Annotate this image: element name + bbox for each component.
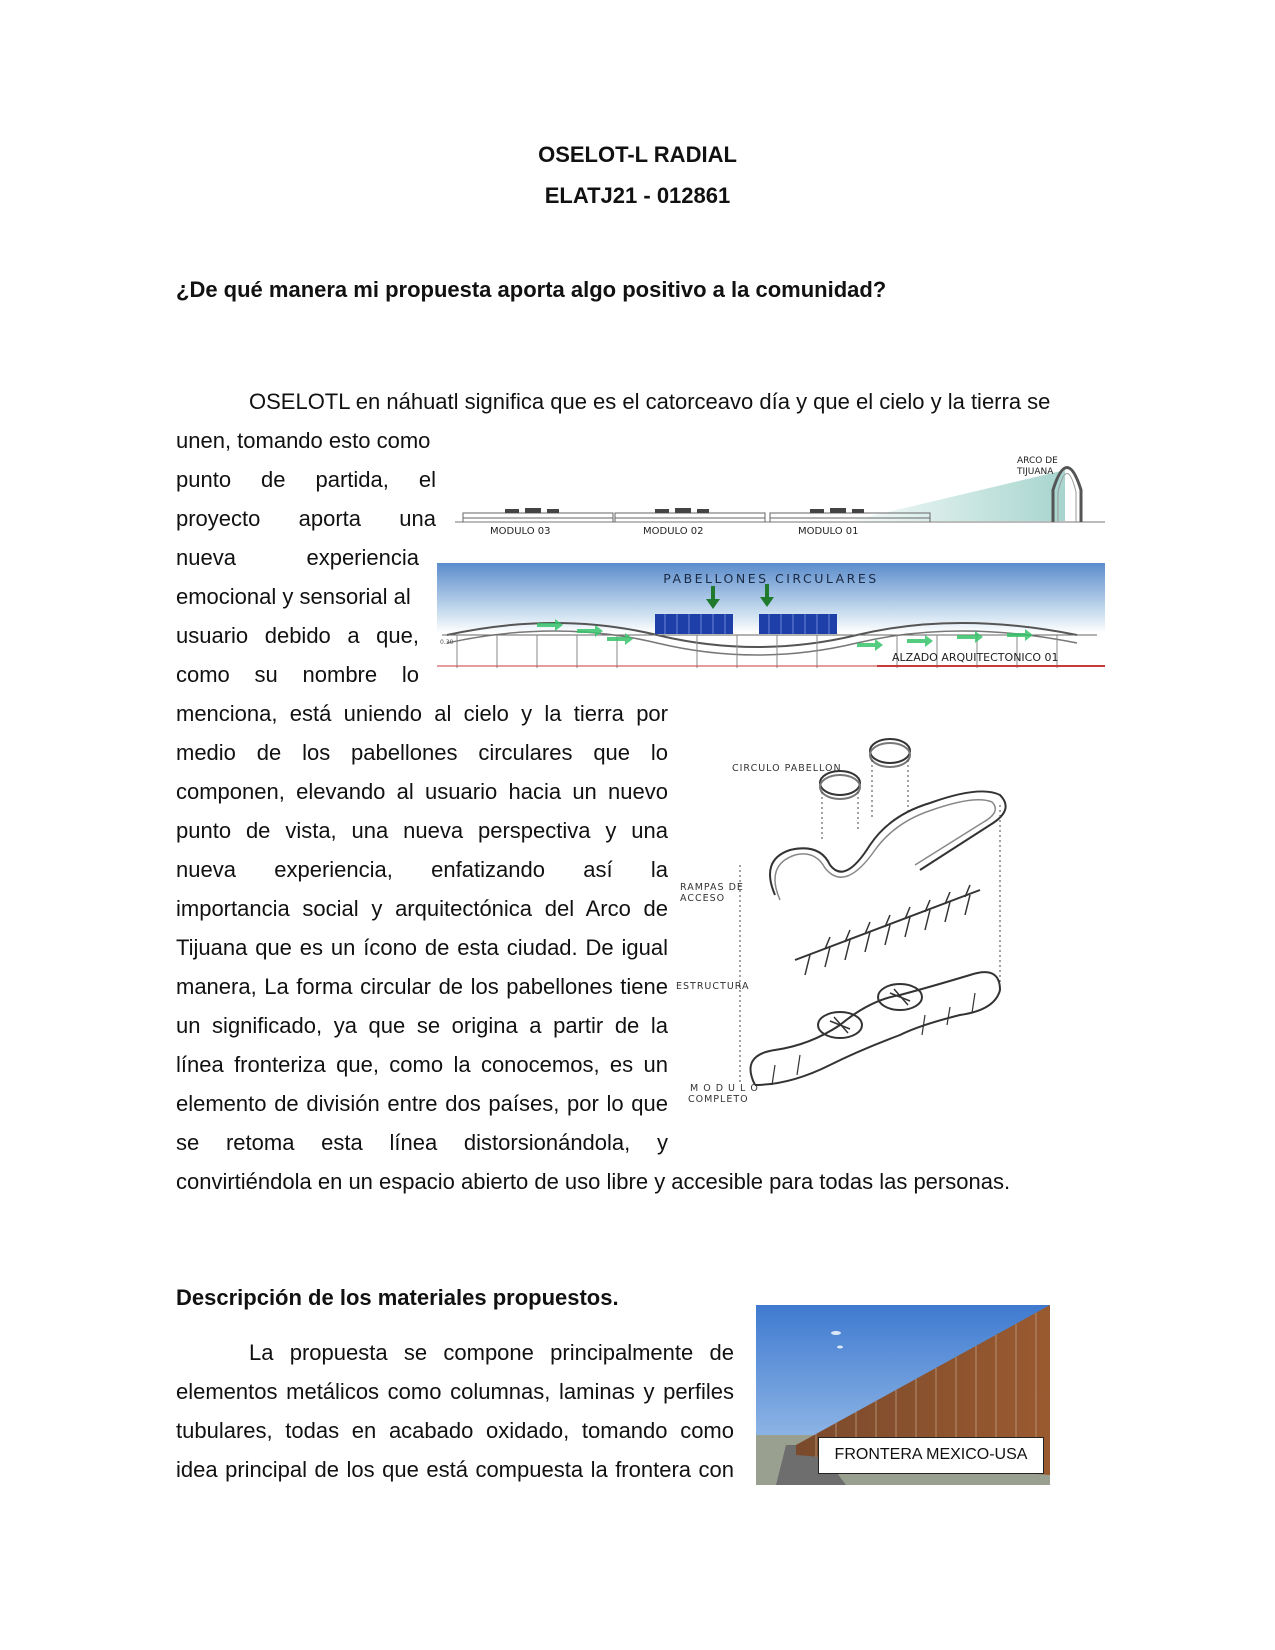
paragraph-line: punto de partida, el bbox=[176, 467, 436, 492]
architectural-elevation-figure bbox=[437, 563, 1105, 683]
exploded-axonometric-figure bbox=[676, 725, 1060, 1135]
paragraph-line: elemento de división entre dos países, por lo que bbox=[176, 1091, 668, 1116]
pavilion-right bbox=[759, 614, 837, 634]
paragraph-line: se retoma esta línea distorsionándola, y bbox=[176, 1130, 668, 1155]
paragraph-line: La propuesta se compone principalmente de bbox=[249, 1340, 734, 1365]
module-03-label: MODULO 03 bbox=[490, 526, 551, 537]
paragraph-line: tubulares, todas en acabado oxidado, tomando como bbox=[176, 1418, 734, 1443]
paragraph-line: importancia social y arquitectónica del Arco de bbox=[176, 896, 668, 921]
border-photo bbox=[756, 1305, 1050, 1485]
elevation-caption: ALZADO ARQUITECTONICO 01 bbox=[892, 651, 1059, 664]
arch-label-line2: TIJUANA bbox=[1017, 467, 1054, 477]
paragraph-line: elementos metálicos como columnas, laminas y perfiles bbox=[176, 1379, 734, 1404]
document-code: ELATJ21 - 012861 bbox=[544, 183, 731, 208]
exploded-axonometric-drawing bbox=[680, 725, 1060, 1135]
paragraph-line: nueva experiencia, enfatizando así la bbox=[176, 857, 668, 882]
question-heading: ¿De qué manera mi propuesta aporta algo positivo a la comunidad? bbox=[176, 277, 887, 302]
label-module-line2: COMPLETO bbox=[688, 1094, 749, 1105]
paragraph-line: nueva experiencia bbox=[176, 545, 419, 570]
module-03-silhouette bbox=[463, 508, 613, 522]
paragraph-line: Tijuana que es un ícono de esta ciudad. De igual bbox=[176, 935, 668, 960]
paragraph-line: manera, La forma circular de los pabellones tiene bbox=[176, 974, 668, 999]
paragraph-line: proyecto aporta una bbox=[176, 506, 436, 531]
label-ramps-line2: ACCESO bbox=[680, 893, 726, 904]
paragraph-line: línea fronteriza que, como la conocemos, es un bbox=[176, 1052, 668, 1077]
elevation-modules-figure bbox=[455, 450, 1105, 540]
module-01-label: MODULO 01 bbox=[798, 526, 859, 537]
elevation-modules-drawing bbox=[455, 450, 1105, 540]
paragraph-line: menciona, está uniendo al cielo y la tierra por bbox=[176, 701, 668, 726]
ramp-loop bbox=[770, 791, 1006, 895]
paragraph-line: idea principal de los que está compuesta la frontera con bbox=[176, 1457, 734, 1482]
materials-heading: Descripción de los materiales propuestos. bbox=[176, 1285, 619, 1310]
paragraph-line: convirtiéndola en un espacio abierto de uso libre y accesible para todas las personas. bbox=[176, 1169, 1011, 1194]
pavilion-left bbox=[655, 614, 733, 634]
label-module-line1: M O D U L O bbox=[690, 1083, 759, 1094]
paragraph-line: unen, tomando esto como bbox=[176, 428, 431, 453]
paragraph-line: medio de los pabellones circulares que lo bbox=[176, 740, 668, 765]
paragraph-line: OSELOTL en náhuatl significa que es el catorceavo día y que el cielo y la tierra se bbox=[249, 389, 1051, 414]
paragraph-line: un significado, ya que se origina a partir de la bbox=[176, 1013, 668, 1038]
label-pavilion-circle: CIRCULO PABELLON bbox=[732, 763, 842, 774]
border-photo-caption: FRONTERA MEXICO-USA bbox=[818, 1437, 1044, 1474]
paragraph-line: emocional y sensorial al bbox=[176, 584, 411, 609]
pavilions-banner: PABELLONES CIRCULARES bbox=[663, 571, 879, 586]
structure-spine bbox=[795, 890, 980, 960]
paragraph-line: punto de vista, una nueva perspectiva y una bbox=[176, 818, 668, 843]
module-02-label: MODULO 02 bbox=[643, 526, 704, 537]
label-structure: ESTRUCTURA bbox=[676, 981, 750, 992]
label-ramps-line1: RAMPAS DE bbox=[680, 882, 744, 893]
document-title: OSELOT-L RADIAL bbox=[538, 142, 737, 167]
elevation-side-mark: 0.30 bbox=[440, 639, 454, 646]
module-02-silhouette bbox=[615, 508, 765, 522]
complete-module bbox=[751, 972, 1001, 1085]
paragraph-line: como su nombre lo bbox=[176, 662, 419, 687]
paragraph-line: componen, elevando al usuario hacia un nuevo bbox=[176, 779, 668, 804]
arch-label-line1: ARCO DE bbox=[1017, 456, 1058, 466]
paragraph-line: usuario debido a que, bbox=[176, 623, 419, 648]
